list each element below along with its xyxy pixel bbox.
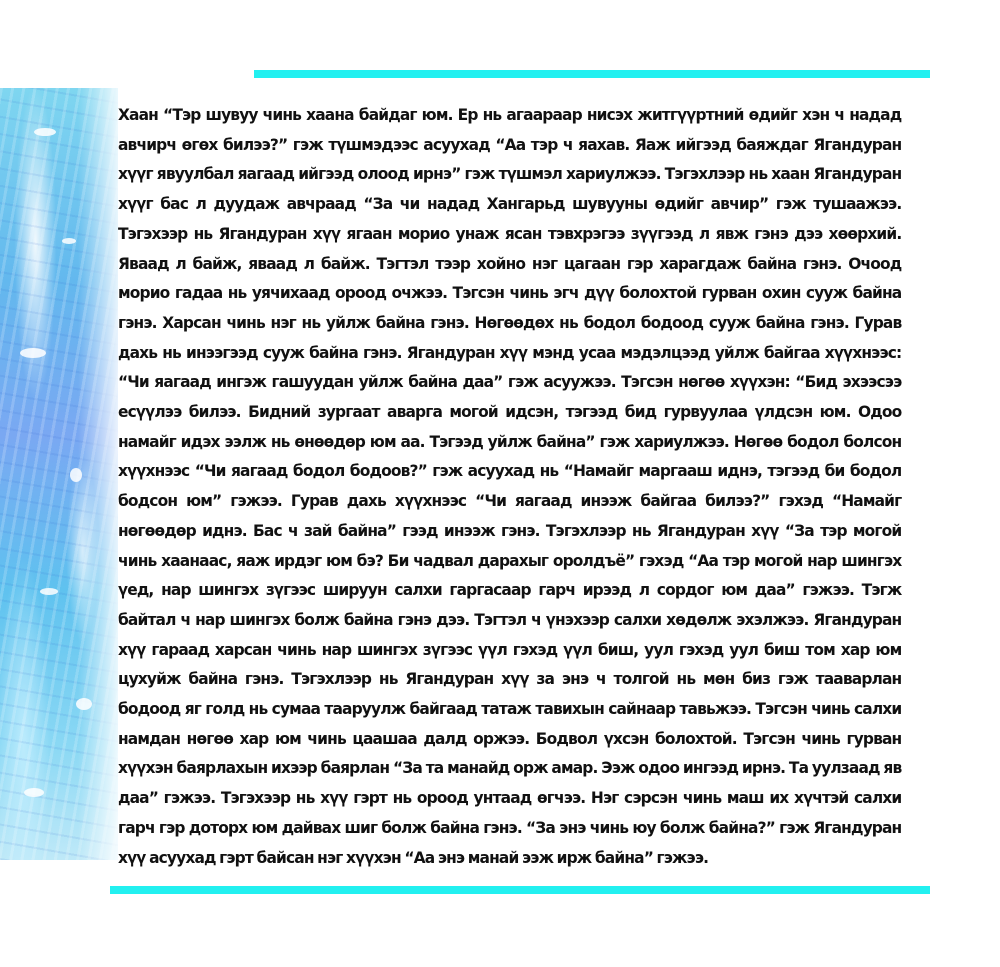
decorative-flake	[76, 698, 92, 710]
decorative-flake	[40, 588, 58, 595]
top-accent-rule	[254, 70, 930, 78]
decorative-flake	[20, 348, 46, 358]
decorative-side-illustration	[0, 88, 118, 860]
decorative-flake	[62, 238, 76, 244]
decorative-flake	[34, 128, 56, 136]
bottom-accent-rule	[110, 886, 930, 894]
decorative-flake	[70, 468, 82, 482]
decorative-flake	[24, 788, 44, 797]
story-paragraph: Хаан “Тэр шувуу чинь хаана байдаг юм. Ер нь агаарaap нисэх житгүүртний өдийг хэн ч надад авчирч өгөх билээ?” гэж түшмэдээс асуухад “Аа тэр ч яахав. Яаж ийгээд баяждаг Ягандуран хүүг явуулбал яагаад ийгээд олоод ирнэ” гэж түшмэл хариулжээ. Тэгэхлээр нь хаан Ягандуран хүүг бас л дуудаж авчраад “За чи надад Хангарьд шувууны өдийг авчир” гэж тушаажээ. Тэгэхээр нь Ягандуран хүү ягаан морио унаж ясан тэвхрэгээ зүүгээд л явж гэнэ дээ хөөрхий. Яваад л байж, яваад л байж. Тэгтэл тээр хойно нэг цагаан гэр харагдаж байна гэнэ. Очоод морио гадаа нь уячихаад ороод очжээ. Тэгсэн чинь эгч дүү болохтой гурван охин сууж байна гэнэ. Харсан чинь нэг нь уйлж байна гэнэ. Нөгөөдөх нь бодол бодоод сууж байна гэнэ. Гурав дахь нь инээгээд сууж байна гэнэ. Ягандуран хүү мэнд усаа мэдэлцээд уйлж байгаа хүүхнээс: “Чи яагаад ингэж гашуудан уйлж байна даа” гэж асуужээ. Тэгсэн нөгөө хүүхэн: “Бид эхээсээ есүүлээ билээ. Бидний зургаат аварга могой идсэн, тэгээд бид гурвуулаа үлдсэн юм. Одоо намайг идэх ээлж нь өнөөдөр юм аа. Тэгээд уйлж байна” гэж хариулжээ. Нөгөө бодол болсон хүүхнээс “Чи яагаад бодол бодоов?” гэж асуухад нь “Намайг маргааш иднэ, тэгээд би бодол бодсон юм” гэжээ. Гурав дахь хүүхнээс “Чи яагаад инээж байгаа билээ?” гэхэд “Намайг нөгөөдөр иднэ. Бас ч зай байна” гээд инээж гэнэ. Тэгэхлээр нь Ягандуран хүү “За тэр могой чинь хаанаас, яаж ирдэг юм бэ? Би чадвал дарахыг оролдъё” гэхэд “Аа тэр могой нар шингэх үед, нар шингэх зүгээс шируун салхи гаргасаар гарч ирээд л сордог юм даа” гэжээ. Тэгж байтал ч нар шингэх болж байна гэнэ дээ. Тэгтэл ч үнэхээр салхи хөдөлж эхэлжээ. Ягандуран хүү гараад харсан чинь нар шингэх зүгээс үүл гэхэд үүл биш, уул гэхэд уул биш том хар юм цухуйж байна гэнэ. Тэгэхлээр нь Ягандуран хүү за энэ ч толгой нь мөн биз гэж тааварлан бодоод яг голд нь сумаа тааруулж байгаад татаж тавихын сайнаар тавьжээ. Тэгсэн чинь салхи намдан нөгөө хар юм чинь цаашаа далд оржээ. Бодвол үхсэн болохтой. Тэгсэн чинь гурван хүүхэн баярлахын ихээр баярлан “За та манайд орж амар. Ээж одоо ингээд ирнэ. Та уулзаад яв даа” гэжээ. Тэгэхээр нь хүү гэрт нь ороод унтаад өгчээ. Нэг сэрсэн чинь маш их хүчтэй салхи гарч гэр доторх юм дайвах шиг болж байна гэнэ. “За энэ чинь юу болж байна?” гэж Ягандуран хүү асуухад гэрт байсан нэг хүүхэн “Аа энэ манай ээж ирж байна” гэжээ.	[118, 105, 902, 867]
